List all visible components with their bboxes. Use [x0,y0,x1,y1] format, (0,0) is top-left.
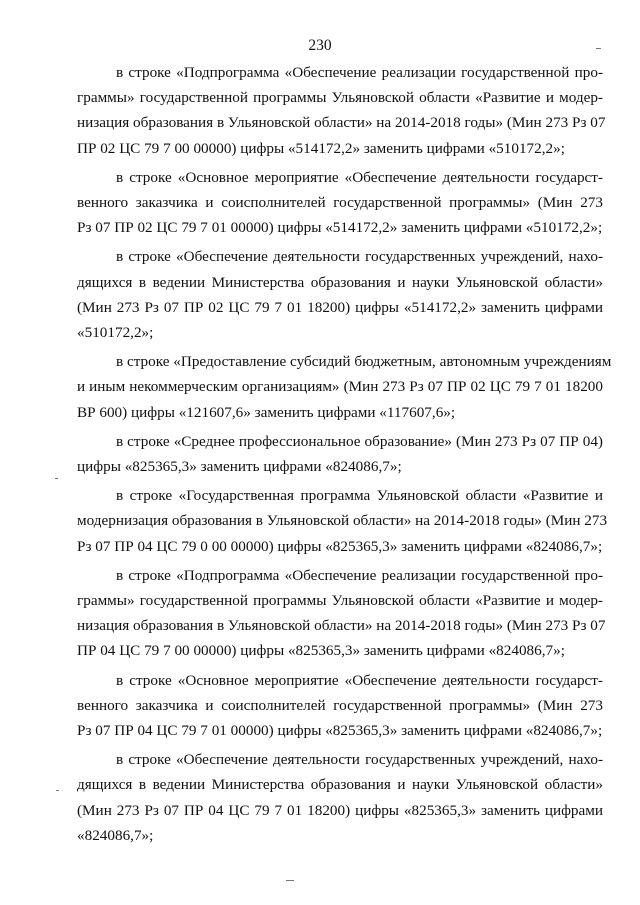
paragraph-line: в строке «Государственная программа Ульяновской области «Развитие и [116,487,603,505]
paragraph-line: венного заказчика и соисполнителей государственной программы» (Мин 273 [77,194,603,212]
paragraph-line: модернизация образования в Ульяновской области» на 2014-2018 годы» (Мин 273 [77,512,608,530]
paragraph-line: ПР 04 ЦС 79 7 00 00000) цифры «825365,3» заменить цифрами «824086,7»; [77,642,565,660]
paragraph-line: «824086,7»; [77,826,154,844]
paragraph [77,165,603,241]
page-number: 230 [308,37,332,54]
paragraph-line: Рз 07 ПР 04 ЦС 79 7 01 00000) цифры «825365,3» заменить цифрами «824086,7»; [77,722,603,740]
paragraph-line: в строке «Обеспечение деятельности государственных учреждений, нахо- [116,751,603,769]
paragraph [77,747,603,848]
paragraph-line: (Мин 273 Рз 07 ПР 02 ЦС 79 7 01 18200) цифры «514172,2» заменить цифрами [77,298,603,316]
scan-mark [286,880,294,881]
paragraph [77,429,603,479]
paragraph-line: дящихся в ведении Министерства образования и науки Ульяновской области» [77,273,603,291]
paragraph-line: в строке «Обеспечение деятельности государственных учреждений, нахо- [116,248,603,266]
paragraph-line: граммы» государственной программы Ульяновской области «Развитие и модер- [77,592,603,610]
paragraph [77,349,612,425]
paragraph-line: «510172,2»; [77,324,154,342]
paragraph-line: ВР 600) цифры «121607,6» заменить цифрами «117607,6»; [77,403,456,421]
paragraph-line: в строке «Среднее профессиональное образование» (Мин 273 Рз 07 ПР 04) [116,432,603,450]
paragraph [77,244,603,345]
scan-mark [56,790,59,791]
paragraph-line: Рз 07 ПР 02 ЦС 79 7 01 00000) цифры «514172,2» заменить цифрами «510172,2»; [77,219,603,237]
paragraph-line: в строке «Основное мероприятие «Обеспечение деятельности государст- [116,168,603,186]
paragraph-line: в строке «Предоставление субсидий бюджетным, автономным учреждениям [116,353,612,371]
paragraph [77,483,608,559]
paragraph-line: венного заказчика и соисполнителей государственной программы» (Мин 273 [77,696,603,714]
paragraph-line: Рз 07 ПР 04 ЦС 79 0 00 00000) цифры «825365,3» заменить цифрами «824086,7»; [77,537,603,555]
paragraph-line: в строке «Подпрограмма «Обеспечение реализации государственной про- [116,566,603,584]
paragraph-line: (Мин 273 Рз 07 ПР 04 ЦС 79 7 01 18200) цифры «825365,3» заменить цифрами [77,801,603,819]
paragraph-line: низация образования в Ульяновской области» на 2014-2018 годы» (Мин 273 Рз 07 [77,114,606,132]
scan-mark [596,48,601,49]
paragraph-line: дящихся в ведении Министерства образования и науки Ульяновской области» [77,776,603,794]
paragraph [77,60,606,161]
paragraph-line: и иным некоммерческим организациям» (Мин 273 Рз 07 ПР 02 ЦС 79 7 01 18200 [77,378,603,396]
paragraph-line: граммы» государственной программы Ульяновской области «Развитие и модер- [77,89,603,107]
paragraph-line: в строке «Подпрограмма «Обеспечение реализации государственной про- [116,64,603,81]
paragraph-line: ПР 02 ЦС 79 7 00 00000) цифры «514172,2» заменить цифрами «510172,2»; [77,139,565,157]
paragraph-line: в строке «Основное мероприятие «Обеспечение деятельности государст- [116,671,603,689]
paragraph [77,668,603,744]
document-body [77,60,612,852]
paragraph-line: низация образования в Ульяновской области» на 2014-2018 годы» (Мин 273 Рз 07 [77,617,606,635]
paragraph [77,563,606,664]
paragraph-line: цифры «825365,3» заменить цифрами «824086,7»; [77,458,402,476]
scan-mark [55,478,58,479]
